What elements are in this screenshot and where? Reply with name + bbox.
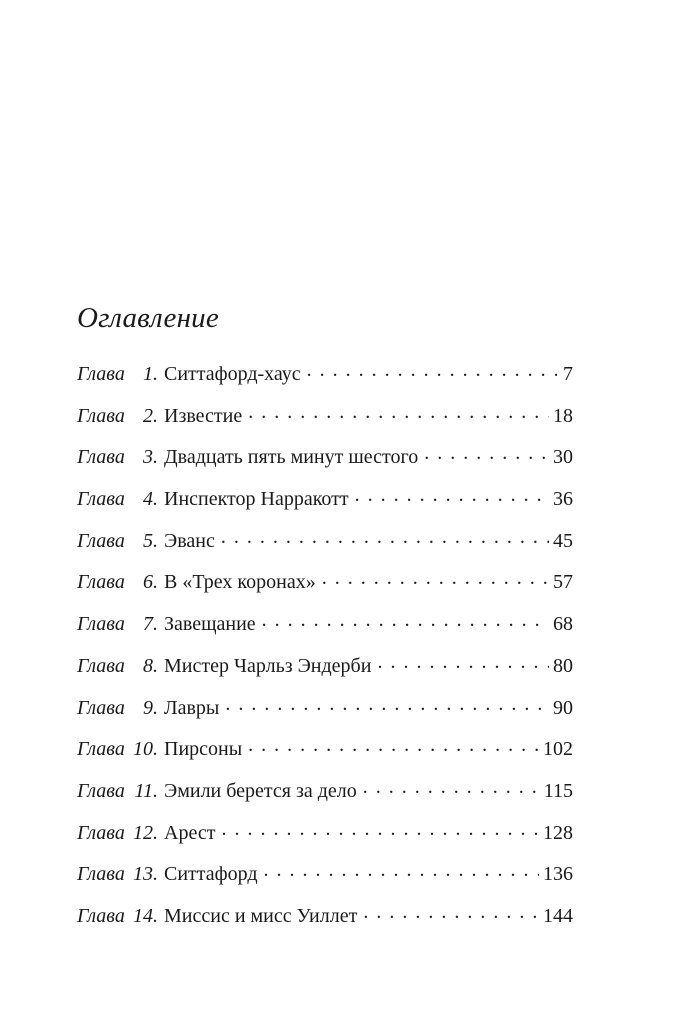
chapter-title: Лавры [164, 696, 220, 719]
chapter-number: 8. [143, 654, 158, 677]
dot-leader [221, 527, 549, 547]
toc-entry [77, 402, 573, 444]
chapter-number: 6. [143, 571, 158, 594]
toc-entry [77, 860, 573, 902]
chapter-number: 7. [143, 613, 158, 636]
dot-leader [262, 610, 549, 630]
toc-entry [77, 610, 573, 652]
chapter-title: Ситтафорд [164, 863, 258, 886]
chapter-number: 14. [133, 904, 158, 927]
toc-entry [77, 360, 573, 402]
dot-leader [377, 652, 549, 672]
page-number: 136 [543, 863, 573, 886]
chapter-number: 10. [133, 738, 158, 761]
chapter-word: Глава [77, 488, 125, 511]
dot-leader [248, 402, 549, 422]
chapter-word: Глава [77, 696, 125, 719]
dot-leader [221, 819, 539, 839]
page-number: 57 [553, 571, 573, 594]
chapter-number: 2. [143, 404, 158, 427]
toc-entry [77, 777, 573, 819]
dot-leader [248, 735, 539, 755]
chapter-number: 3. [143, 446, 158, 469]
toc-entry [77, 652, 573, 694]
toc-entry [77, 819, 573, 861]
chapter-number: 12. [133, 821, 158, 844]
chapter-title: Миссис и мисс Уиллет [164, 904, 358, 927]
chapter-word: Глава [77, 821, 125, 844]
chapter-number: 4. [143, 488, 158, 511]
toc-title: Оглавление [77, 302, 219, 334]
page-number: 115 [543, 779, 573, 802]
dot-leader [363, 902, 539, 922]
page-number: 102 [543, 738, 573, 761]
chapter-word: Глава [77, 904, 125, 927]
page-number: 18 [553, 404, 573, 427]
chapter-number: 11. [134, 779, 158, 802]
dot-leader [424, 443, 549, 463]
chapter-word: Глава [77, 738, 125, 761]
chapter-number: 5. [143, 529, 158, 552]
toc-entry [77, 694, 573, 736]
toc-entry [77, 568, 573, 610]
chapter-title: Эванс [164, 529, 215, 552]
page-number: 36 [553, 488, 573, 511]
chapter-title: Мистер Чарльз Эндерби [164, 654, 372, 677]
chapter-title: Арест [164, 821, 216, 844]
chapter-word: Глава [77, 779, 125, 802]
chapter-title: Эмили берется за дело [164, 779, 357, 802]
chapter-title: Пирсоны [164, 738, 243, 761]
dot-leader [307, 360, 557, 380]
chapter-title: Завещание [164, 613, 256, 636]
chapter-word: Глава [77, 404, 125, 427]
toc-list [77, 360, 573, 944]
toc-entry [77, 735, 573, 777]
chapter-word: Глава [77, 529, 125, 552]
dot-leader [363, 777, 540, 797]
page-number: 128 [543, 821, 573, 844]
page-number: 68 [553, 613, 573, 636]
page-number: 7 [563, 363, 573, 385]
chapter-title: Ситтафорд-хаус [164, 363, 301, 385]
toc-entry [77, 443, 573, 485]
chapter-number: 13. [133, 863, 158, 886]
toc-entry [77, 902, 573, 944]
chapter-word: Глава [77, 363, 125, 385]
chapter-word: Глава [77, 446, 125, 469]
chapter-word: Глава [77, 613, 125, 636]
dot-leader [264, 860, 539, 880]
dot-leader [225, 694, 549, 714]
chapter-title: Инспектор Нарракотт [164, 488, 349, 511]
chapter-title: В «Трех коронах» [164, 571, 316, 594]
page-number: 45 [553, 529, 573, 552]
chapter-word: Глава [77, 654, 125, 677]
chapter-title: Двадцать пять минут шестого [164, 446, 419, 469]
toc-entry [77, 527, 573, 569]
chapter-word: Глава [77, 571, 125, 594]
page-number: 144 [543, 904, 573, 927]
chapter-word: Глава [77, 863, 125, 886]
page-number: 30 [553, 446, 573, 469]
chapter-number: 9. [143, 696, 158, 719]
page-number: 80 [553, 654, 573, 677]
chapter-number: 1. [143, 363, 158, 385]
toc-entry [77, 485, 573, 527]
page-number: 90 [553, 696, 573, 719]
dot-leader [322, 568, 549, 588]
dot-leader [355, 485, 549, 505]
chapter-title: Известие [164, 404, 243, 427]
